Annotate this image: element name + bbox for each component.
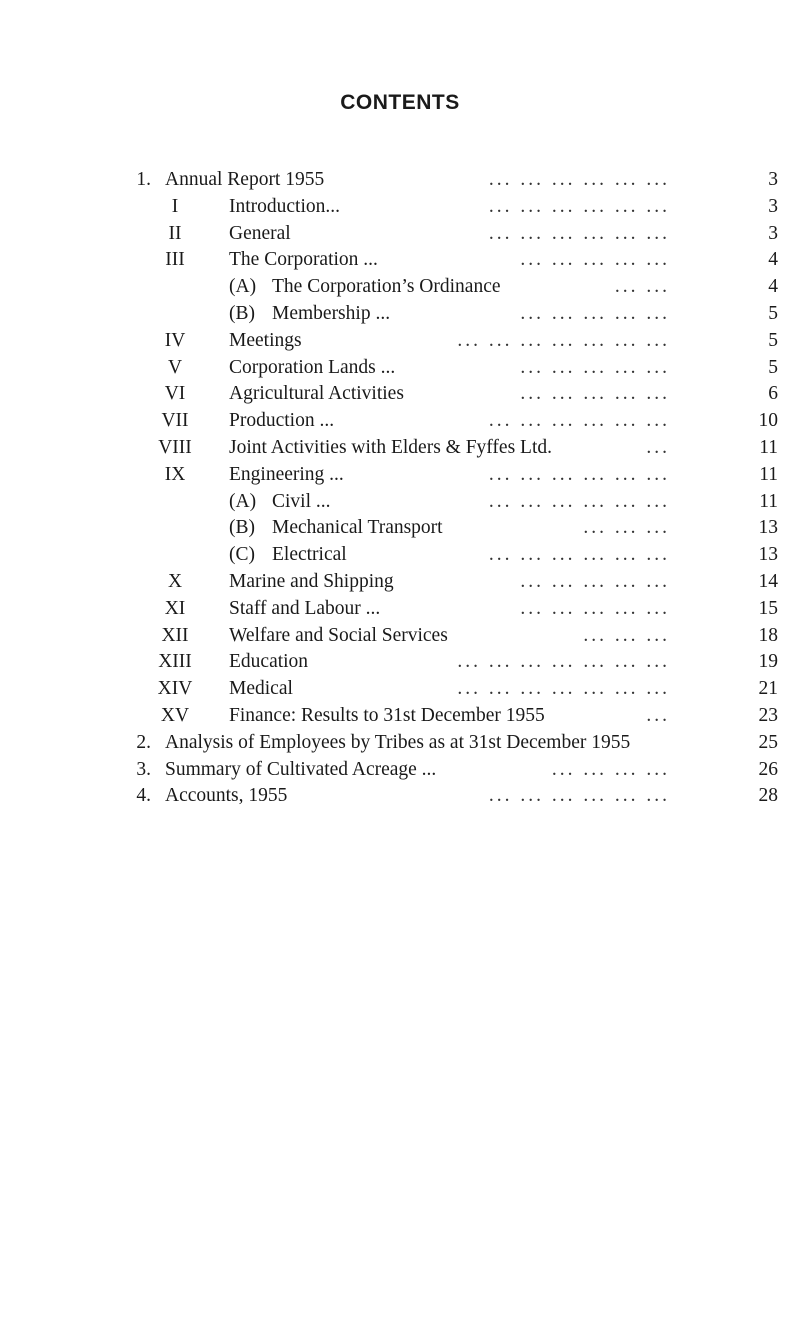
dot-leader: ... xyxy=(646,704,670,726)
page-number: 15 xyxy=(758,597,778,619)
entry-title xyxy=(229,542,347,569)
dot-leader: ... ... ... ... ... xyxy=(520,356,670,378)
chapter-numeral: IV xyxy=(164,329,186,351)
dot-leader: ... ... ... xyxy=(583,624,670,646)
entry-title-text: Membership ... xyxy=(272,302,391,324)
entry-title-text: Mechanical Transport xyxy=(272,517,443,539)
chapter-numeral: V xyxy=(167,356,183,378)
chapter-numeral: VII xyxy=(161,410,189,432)
entry-title xyxy=(229,623,448,650)
toc-entry xyxy=(0,301,800,328)
page-number: 6 xyxy=(768,383,778,405)
dot-leader: ... ... ... ... ... ... ... xyxy=(457,678,670,700)
entry-title xyxy=(229,381,404,408)
page-number: 5 xyxy=(768,302,778,324)
entry-title xyxy=(229,489,331,516)
chapter-numeral: I xyxy=(171,195,179,217)
chapter-numeral: IX xyxy=(164,463,186,485)
page-number: 5 xyxy=(768,356,778,378)
entry-title-text: Production ... xyxy=(229,410,335,432)
entry-title xyxy=(229,328,302,355)
subsection-label: (A) xyxy=(229,490,257,512)
entry-title xyxy=(229,462,344,489)
toc-entry xyxy=(0,381,800,408)
entry-title xyxy=(165,757,436,784)
dot-leader: ... ... ... ... xyxy=(551,758,670,780)
dot-leader: ... ... ... ... ... ... xyxy=(488,222,670,244)
entry-title-text: Finance: Results to 31st December 1955 xyxy=(229,704,545,726)
entry-title-text: Accounts, 1955 xyxy=(165,785,288,807)
page-number: 11 xyxy=(759,490,778,512)
entry-title xyxy=(229,301,390,328)
page-number: 3 xyxy=(768,222,778,244)
dot-leader: ... ... ... ... ... ... ... xyxy=(457,329,670,351)
entry-title xyxy=(229,596,380,623)
dot-leader: ... ... ... ... ... ... ... xyxy=(457,651,670,673)
toc-entry xyxy=(0,274,800,301)
entry-title xyxy=(229,515,443,542)
entry-title xyxy=(165,730,630,757)
page-number: 28 xyxy=(758,785,778,807)
toc-entry xyxy=(0,623,800,650)
page-number: 26 xyxy=(758,758,778,780)
dot-leader: ... ... ... ... ... ... xyxy=(488,195,670,217)
page-number: 5 xyxy=(768,329,778,351)
dot-leader: ... ... ... ... ... ... xyxy=(488,463,670,485)
dot-leader: ... ... ... ... ... ... xyxy=(488,490,670,512)
entry-title xyxy=(229,408,334,435)
section-number: 3. xyxy=(136,758,151,780)
entry-title xyxy=(229,194,340,221)
toc-entry xyxy=(0,515,800,542)
entry-title-text: Education xyxy=(229,651,309,673)
page-number: 13 xyxy=(758,544,778,566)
chapter-numeral: XIV xyxy=(157,678,193,700)
dot-leader: ... ... ... ... ... xyxy=(520,597,670,619)
dot-leader: ... ... xyxy=(614,276,670,298)
entry-title-text: Civil ... xyxy=(272,490,331,512)
entry-title-text: Staff and Labour ... xyxy=(229,597,381,619)
toc-entry xyxy=(0,194,800,221)
entry-title xyxy=(229,569,394,596)
toc-entry xyxy=(0,435,800,462)
section-number: 1. xyxy=(136,169,151,190)
subsection-label: (B) xyxy=(229,517,255,539)
entry-title-text: The Corporation’s Ordinance xyxy=(272,276,501,298)
chapter-numeral: XV xyxy=(160,704,190,726)
entry-title-text: Marine and Shipping xyxy=(229,570,394,592)
page-number: 19 xyxy=(758,651,778,673)
page-number: 25 xyxy=(758,731,778,753)
section-number: 4. xyxy=(136,785,151,807)
dot-leader: ... ... ... ... ... ... xyxy=(488,410,670,432)
page-number: 11 xyxy=(759,436,778,458)
toc-entry xyxy=(0,408,800,435)
entry-title-text: Welfare and Social Services xyxy=(229,624,448,646)
toc-entry xyxy=(0,328,800,355)
entry-title xyxy=(229,435,552,462)
subsection-label: (A) xyxy=(229,276,257,298)
dot-leader: ... ... ... ... ... xyxy=(520,249,670,271)
page-number: 18 xyxy=(758,624,778,646)
toc-entry xyxy=(0,542,800,569)
toc-entry xyxy=(0,221,800,248)
toc-entry xyxy=(0,649,800,676)
entry-title-text: General xyxy=(229,222,291,244)
page-number: 3 xyxy=(768,195,778,217)
entry-title-text: Annual Report 1955 xyxy=(165,169,325,190)
dot-leader: ... ... ... ... ... xyxy=(520,383,670,405)
chapter-numeral: VI xyxy=(164,383,186,405)
dot-leader: ... ... ... ... ... xyxy=(520,302,670,324)
chapter-numeral: XIII xyxy=(158,651,192,673)
entry-title-text: Joint Activities with Elders & Fyffes Ltd. xyxy=(229,436,552,458)
page-number: 4 xyxy=(768,249,778,271)
page-number: 10 xyxy=(758,410,778,432)
page-title: CONTENTS xyxy=(340,91,460,114)
section-number: 2. xyxy=(136,731,151,753)
toc-entry xyxy=(0,462,800,489)
subsection-label: (C) xyxy=(229,544,255,566)
chapter-numeral: XII xyxy=(161,624,189,646)
dot-leader: ... ... ... ... ... xyxy=(520,570,670,592)
toc-entry xyxy=(0,247,800,274)
entry-title xyxy=(229,274,501,301)
entry-title-text: Analysis of Employees by Tribes as at 31st December 1955 xyxy=(165,731,631,753)
chapter-numeral: X xyxy=(167,570,183,592)
page-number: 21 xyxy=(758,678,778,700)
dot-leader: ... ... ... ... ... ... xyxy=(488,785,670,807)
page-number: 13 xyxy=(758,517,778,539)
page-number: 4 xyxy=(768,276,778,298)
toc-entry xyxy=(0,569,800,596)
page-number: 11 xyxy=(759,463,778,485)
entry-title-text: Electrical xyxy=(272,544,347,566)
toc-entry xyxy=(0,596,800,623)
toc-entry xyxy=(0,730,800,757)
entry-title-text: The Corporation ... xyxy=(229,249,378,271)
page-number: 23 xyxy=(758,704,778,726)
chapter-numeral: VIII xyxy=(158,436,192,458)
dot-leader: ... ... ... ... ... ... xyxy=(488,169,670,190)
page-number: 3 xyxy=(768,169,778,190)
entry-title-text: Introduction... xyxy=(229,195,341,217)
toc-entry xyxy=(0,757,800,784)
entry-title-text: Engineering ... xyxy=(229,463,344,485)
toc-entry xyxy=(0,783,800,810)
toc-entry xyxy=(0,489,800,516)
dot-leader: ... ... ... xyxy=(583,517,670,539)
toc-entry xyxy=(0,703,800,730)
entry-title xyxy=(229,221,291,248)
entry-title-text: Medical xyxy=(229,678,293,700)
subsection-label: (B) xyxy=(229,302,255,324)
toc-entry xyxy=(0,167,800,194)
entry-title xyxy=(229,247,378,274)
entry-title-text: Corporation Lands ... xyxy=(229,356,396,378)
entry-title xyxy=(165,783,287,810)
chapter-numeral: II xyxy=(168,222,182,244)
entry-title xyxy=(229,703,545,730)
entry-title xyxy=(165,167,324,194)
page-number: 14 xyxy=(758,570,778,592)
entry-title xyxy=(229,355,395,382)
dot-leader: ... ... ... ... ... ... xyxy=(488,544,670,566)
entry-title xyxy=(229,649,308,676)
table-of-contents xyxy=(0,167,800,810)
entry-title xyxy=(229,676,293,703)
entry-title-text: Meetings xyxy=(229,329,302,351)
dot-leader: ... xyxy=(646,436,670,458)
chapter-numeral: III xyxy=(165,249,185,271)
entry-title-text: Summary of Cultivated Acreage ... xyxy=(165,758,437,780)
toc-entry xyxy=(0,355,800,382)
entry-title-text: Agricultural Activities xyxy=(229,383,404,405)
chapter-numeral: XI xyxy=(164,597,186,619)
toc-entry xyxy=(0,676,800,703)
